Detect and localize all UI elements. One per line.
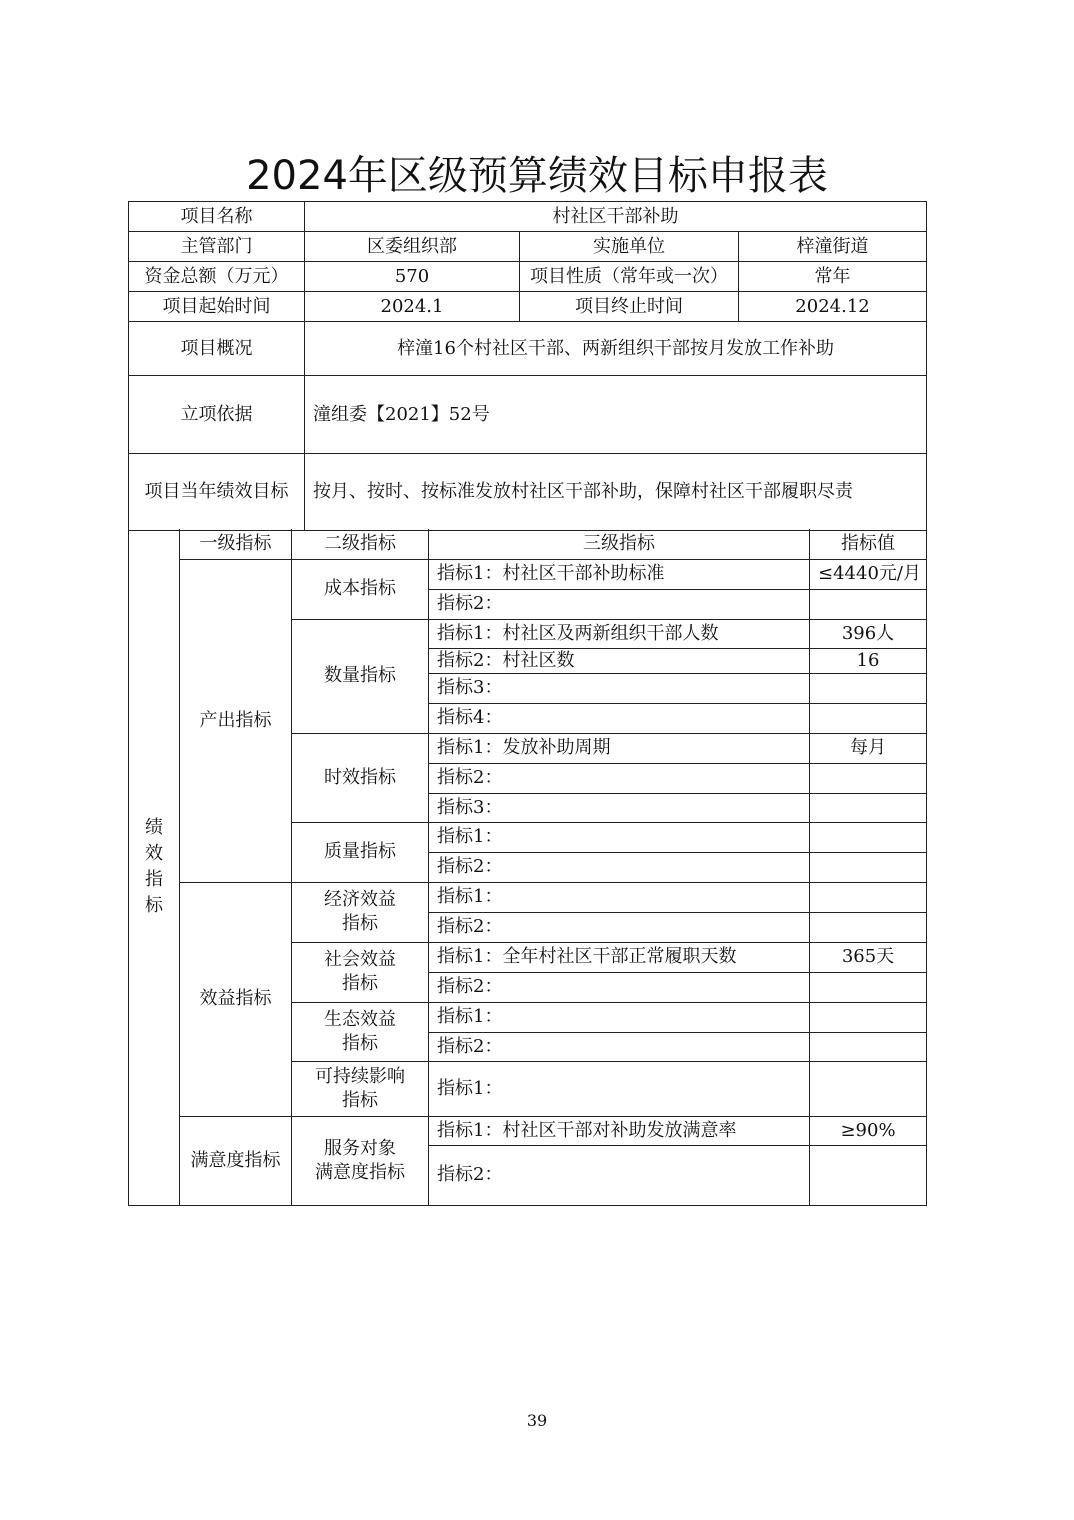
- start-value: 2024.1: [305, 292, 520, 322]
- goal-value: 按月、按时、按标准发放村社区干部补助，保障村社区干部履职尽责: [305, 454, 927, 531]
- indicator-row: 指标2：: [429, 763, 810, 793]
- indicator-row: 指标1：村社区干部补助标准: [429, 559, 810, 589]
- indicator-value: [810, 972, 927, 1002]
- header-l3: 三级指标: [429, 529, 810, 559]
- indicator-row: 指标1：: [429, 882, 810, 912]
- indicator-row: 指标2：: [429, 972, 810, 1002]
- indicator-value: 396人: [810, 619, 927, 648]
- indicator-value: [810, 1145, 927, 1205]
- benefit-indicator-label: 效益指标: [180, 882, 292, 1116]
- indicator-value: 365天: [810, 942, 927, 972]
- indicator-row: 指标1：: [429, 822, 810, 852]
- indicator-value: [810, 1002, 927, 1032]
- end-label: 项目终止时间: [520, 292, 739, 322]
- indicator-value: [810, 673, 927, 703]
- indicator-value: [810, 763, 927, 793]
- indicator-value: [810, 1032, 927, 1061]
- quality-indicator-label: 质量指标: [292, 822, 429, 882]
- quantity-indicator-label: 数量指标: [292, 619, 429, 733]
- indicator-value: [810, 793, 927, 822]
- basis-label: 立项依据: [129, 376, 305, 454]
- header-l2: 二级指标: [292, 529, 429, 559]
- header-value: 指标值: [810, 529, 927, 559]
- indicator-value: [810, 1061, 927, 1116]
- service-satisfaction-label: 服务对象 满意度指标: [292, 1116, 429, 1205]
- indicator-value: ≤4440元/月: [810, 559, 927, 589]
- indicator-row: 指标1：发放补助周期: [429, 733, 810, 763]
- basic-info-table: [128, 201, 927, 531]
- sustainable-indicator-label: 可持续影响 指标: [292, 1061, 429, 1116]
- nature-label: 项目性质（常年或一次）: [520, 262, 739, 292]
- indicator-value: [810, 852, 927, 882]
- end-value: 2024.12: [739, 292, 927, 322]
- indicator-row: 指标2：: [429, 852, 810, 882]
- impl-label: 实施单位: [520, 232, 739, 262]
- indicator-table: [128, 529, 927, 1206]
- header-l1: 一级指标: [180, 529, 292, 559]
- indicator-row: 指标2：: [429, 1032, 810, 1061]
- social-indicator-label: 社会效益 指标: [292, 942, 429, 1002]
- page-number: 39: [526, 1411, 548, 1430]
- indicator-row: 指标2：村社区数: [429, 648, 810, 673]
- satisfaction-indicator-label: 满意度指标: [180, 1116, 292, 1205]
- indicator-row: 指标1：村社区及两新组织干部人数: [429, 619, 810, 648]
- start-label: 项目起始时间: [129, 292, 305, 322]
- output-indicator-label: 产出指标: [180, 559, 292, 882]
- page-title: 2024年区级预算绩效目标申报表: [246, 153, 828, 199]
- indicator-row: 指标4：: [429, 703, 810, 733]
- cost-indicator-label: 成本指标: [292, 559, 429, 619]
- indicator-value: 16: [810, 648, 927, 673]
- indicator-value: [810, 912, 927, 942]
- impl-value: 梓潼街道: [739, 232, 927, 262]
- project-name-value: 村社区干部补助: [305, 202, 927, 232]
- indicator-row: 指标3：: [429, 673, 810, 703]
- overview-label: 项目概况: [129, 322, 305, 376]
- timeliness-indicator-label: 时效指标: [292, 733, 429, 822]
- indicator-row: 指标2：: [429, 589, 810, 619]
- indicator-row: 指标1：: [429, 1061, 810, 1116]
- indicator-row: 指标3：: [429, 793, 810, 822]
- fund-value: 570: [305, 262, 520, 292]
- project-name-label: 项目名称: [129, 202, 305, 232]
- basis-value: 潼组委【2021】52号: [305, 376, 927, 454]
- nature-value: 常年: [739, 262, 927, 292]
- indicator-value: [810, 822, 927, 852]
- fund-label: 资金总额（万元）: [129, 262, 305, 292]
- indicator-row: 指标1：全年村社区干部正常履职天数: [429, 942, 810, 972]
- indicator-value: ≥90%: [810, 1116, 927, 1145]
- indicator-value: 每月: [810, 733, 927, 763]
- indicator-row: 指标2：: [429, 912, 810, 942]
- goal-label: 项目当年绩效目标: [129, 454, 305, 531]
- indicator-row: 指标1：村社区干部对补助发放满意率: [429, 1116, 810, 1145]
- indicator-row: 指标2：: [429, 1145, 810, 1205]
- ecological-indicator-label: 生态效益 指标: [292, 1002, 429, 1061]
- performance-side-label: 绩 效 指 标: [129, 529, 180, 1205]
- indicator-row: 指标1：: [429, 1002, 810, 1032]
- indicator-value: [810, 882, 927, 912]
- dept-value: 区委组织部: [305, 232, 520, 262]
- economic-indicator-label: 经济效益 指标: [292, 882, 429, 942]
- indicator-value: [810, 703, 927, 733]
- overview-value: 梓潼16个村社区干部、两新组织干部按月发放工作补助: [305, 322, 927, 376]
- indicator-value: [810, 589, 927, 619]
- dept-label: 主管部门: [129, 232, 305, 262]
